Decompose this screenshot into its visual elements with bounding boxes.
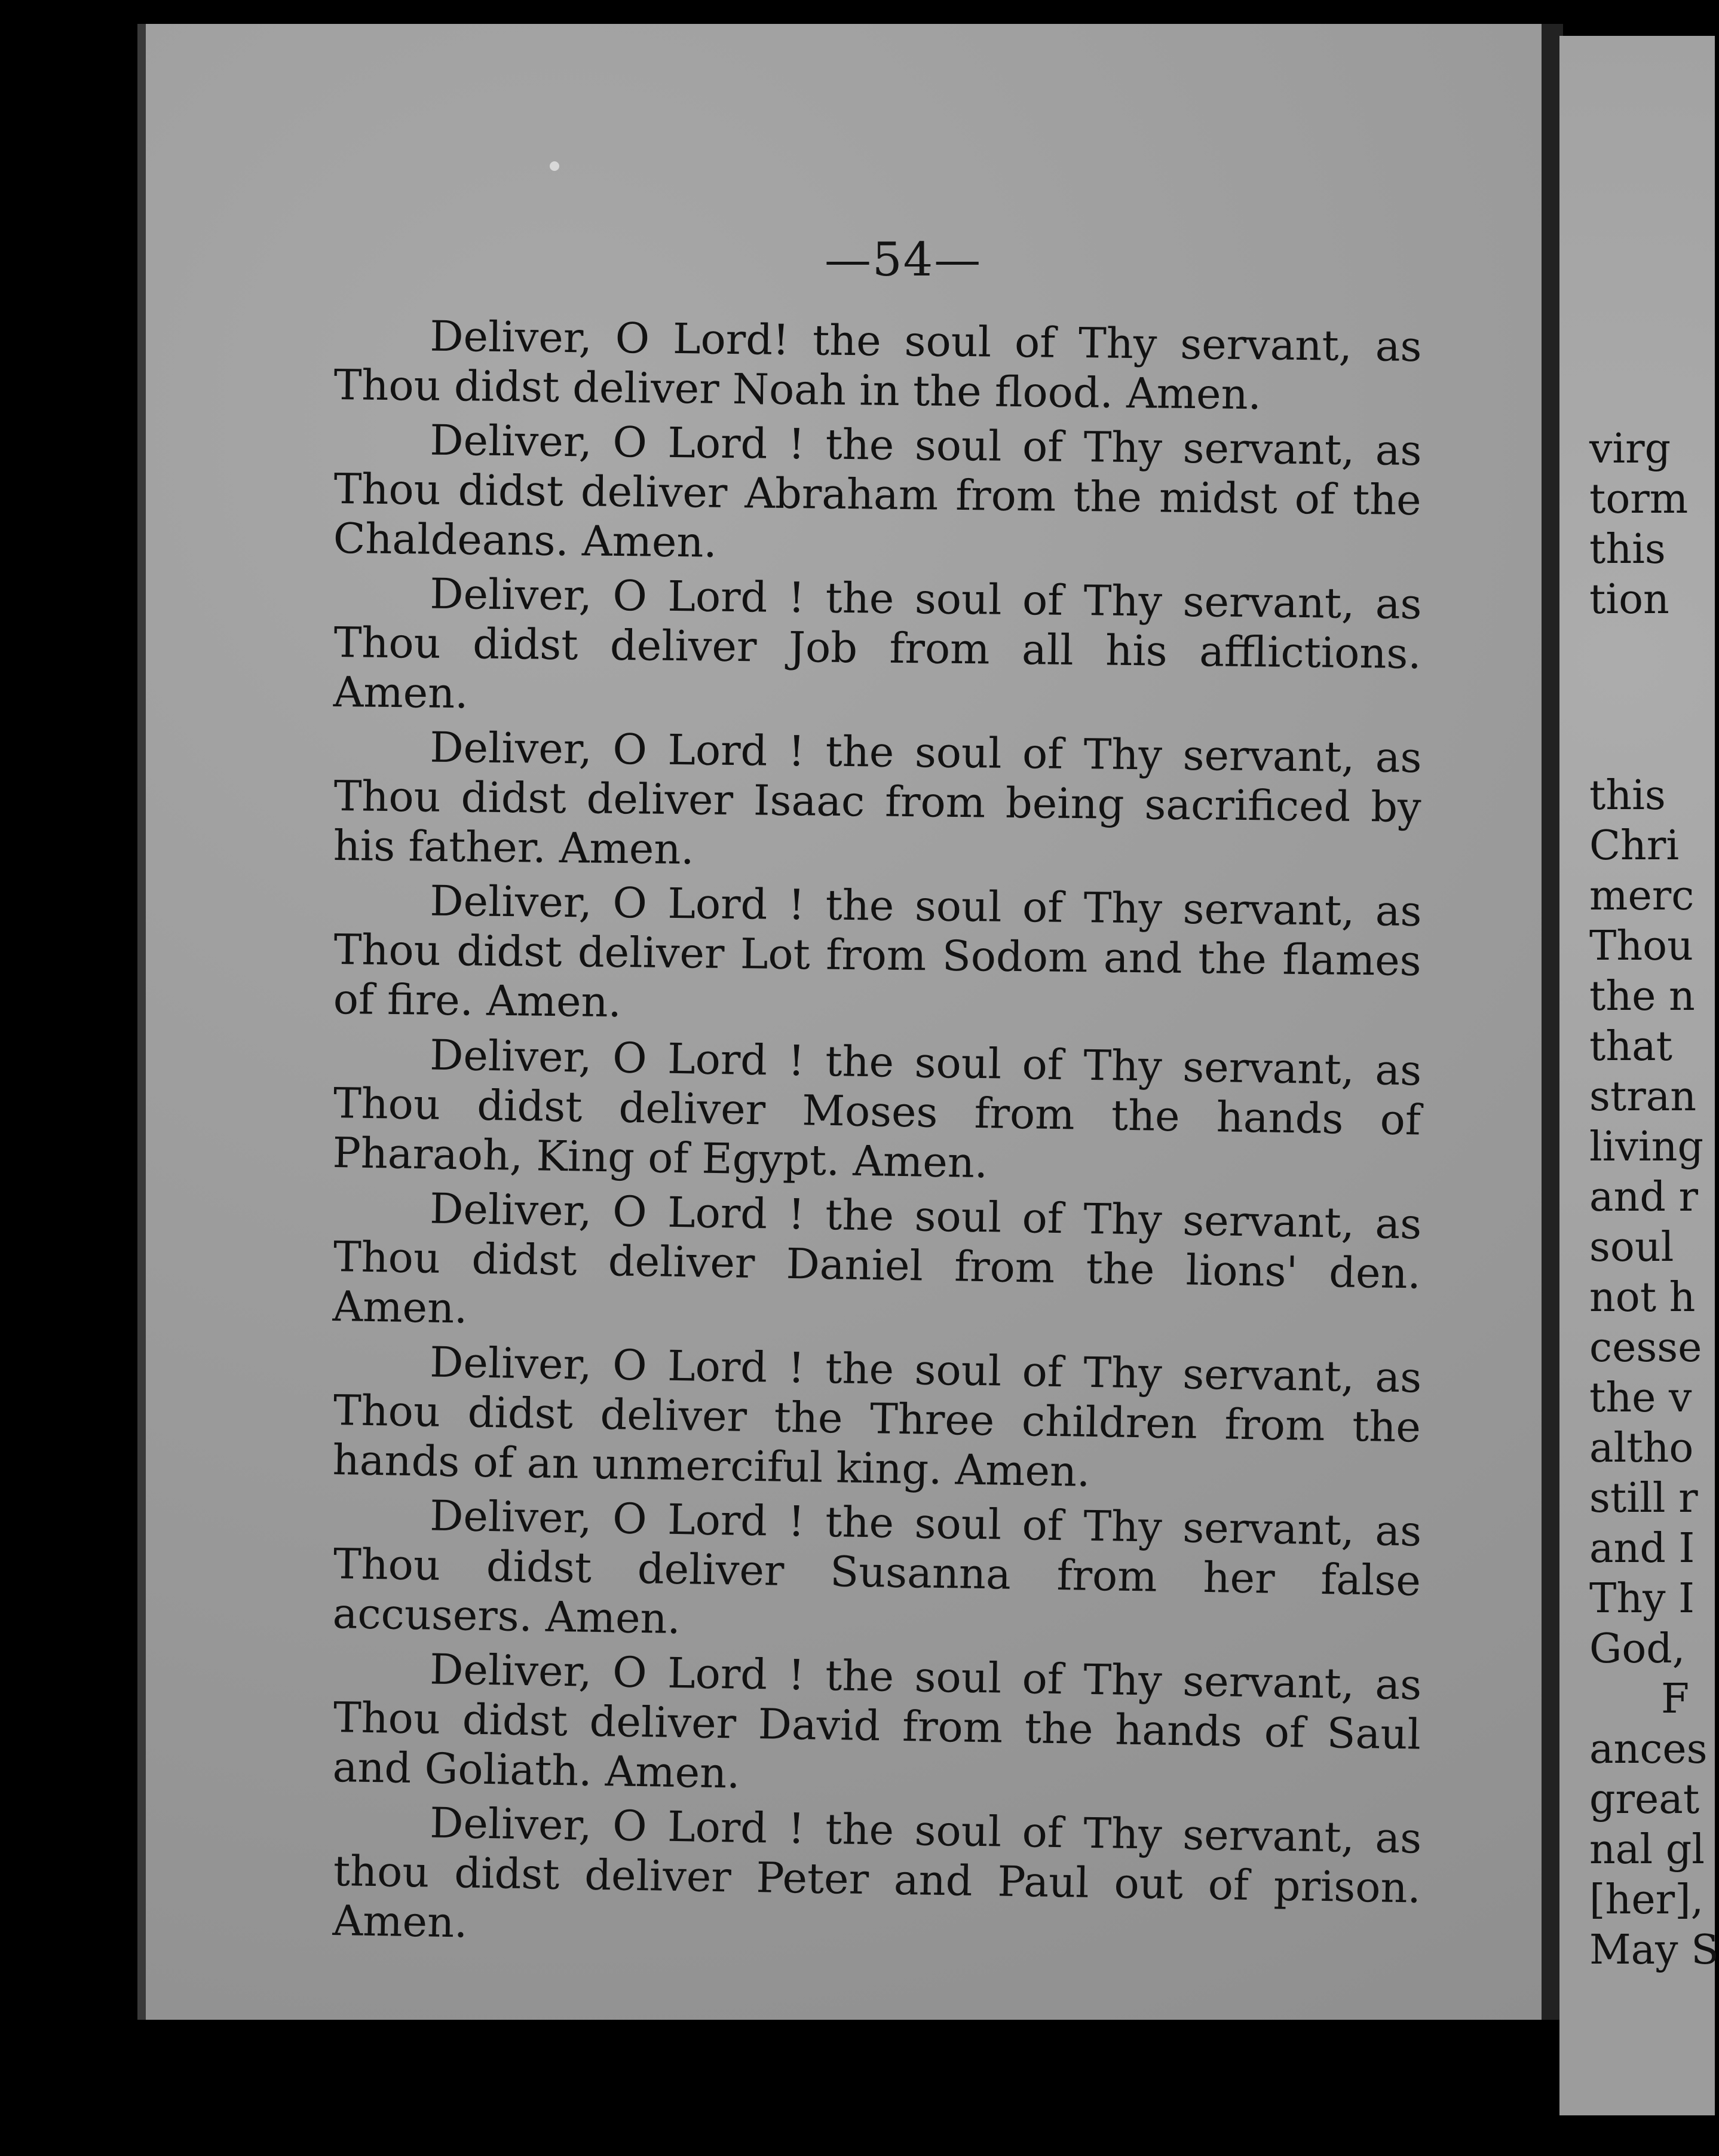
prayer-list: [332, 311, 1422, 1950]
prayer-job: Deliver, O Lord ! the soul of Thy servant, as Thou didst deliver Job from all his afflictions. Amen.: [333, 569, 1422, 718]
right-page-line: merc: [1589, 872, 1695, 920]
page-number: —54—: [825, 233, 982, 287]
right-page-line: Thou: [1589, 923, 1693, 970]
prayer-david: Deliver, O Lord ! the soul of Thy servant, as Thou didst deliver David from the hands of Saul and Goliath. Amen.: [332, 1644, 1422, 1798]
right-page-block-a: [1589, 424, 1688, 625]
right-page-line: stran: [1589, 1073, 1697, 1120]
right-page-line: nal gl: [1589, 1826, 1705, 1873]
right-page-line: God,: [1589, 1625, 1686, 1673]
prayer-lot: Deliver, O Lord ! the soul of Thy servant, as Thou didst deliver Lot from Sodom and the flames of fire. Amen.: [333, 876, 1422, 1027]
right-page-line: torm: [1589, 476, 1689, 523]
right-page-line: and I: [1589, 1525, 1695, 1572]
right-page-line: great: [1589, 1776, 1700, 1823]
right-page-block-b: [1589, 771, 1719, 1976]
prayer-moses: Deliver, O Lord ! the soul of Thy servant, as Thou didst deliver Moses from the hands of Pharaoh, King of Egypt. Amen.: [332, 1030, 1422, 1188]
right-page-line: ances: [1589, 1726, 1708, 1773]
prayer-noah: Deliver, O Lord! the soul of Thy servant, as Thou didst deliver Noah in the flood. Amen.: [333, 311, 1422, 419]
right-page-line: that: [1589, 1023, 1672, 1070]
prayer-daniel: Deliver, O Lord ! the soul of Thy servant, as Thou didst deliver Daniel from the lions' den. Amen.: [332, 1184, 1422, 1333]
right-page-line: the v: [1589, 1374, 1692, 1422]
right-page-line: Thy I: [1589, 1575, 1695, 1622]
right-page-line: May S: [1589, 1927, 1719, 1974]
prayer-susanna: Deliver, O Lord ! the soul of Thy servant, as Thou didst deliver Susanna from her false accusers. Amen.: [332, 1491, 1422, 1644]
prayer-three-children: Deliver, O Lord ! the soul of Thy servant, as Thou didst deliver the Three children from the hands of an unmerciful king. Amen.: [332, 1337, 1422, 1496]
right-page-line: tion: [1589, 576, 1669, 623]
right-page-line: Chri: [1589, 822, 1680, 869]
right-page-line: virg: [1589, 425, 1671, 473]
right-page-line: the n: [1589, 973, 1695, 1020]
prayer-peter-paul: Deliver, O Lord ! the soul of Thy servant, as thou didst deliver Peter and Paul out of prison. Amen.: [332, 1798, 1422, 1947]
right-page-line: this: [1589, 526, 1666, 573]
right-page: [1559, 36, 1719, 2115]
right-page-line: living: [1589, 1123, 1703, 1171]
right-page-line: [her],: [1589, 1876, 1704, 1924]
right-page-line: not h: [1589, 1274, 1696, 1321]
right-page-line: still r: [1589, 1475, 1698, 1522]
right-page-line: this: [1589, 772, 1666, 819]
right-page-line: cesse: [1589, 1324, 1702, 1371]
right-page-line: altho: [1589, 1425, 1694, 1472]
right-page-line: soul: [1589, 1224, 1674, 1271]
paper-speck: [550, 161, 559, 171]
right-page-line: and r: [1589, 1174, 1698, 1221]
prayer-isaac: Deliver, O Lord ! the soul of Thy servant, as Thou didst deliver Isaac from being sacrificed by his father. Amen.: [333, 722, 1422, 874]
right-page-line: F: [1661, 1676, 1690, 1723]
prayer-abraham: Deliver, O Lord ! the soul of Thy servant, as Thou didst deliver Abraham from the midst of the Chaldeans. Amen.: [333, 415, 1422, 567]
